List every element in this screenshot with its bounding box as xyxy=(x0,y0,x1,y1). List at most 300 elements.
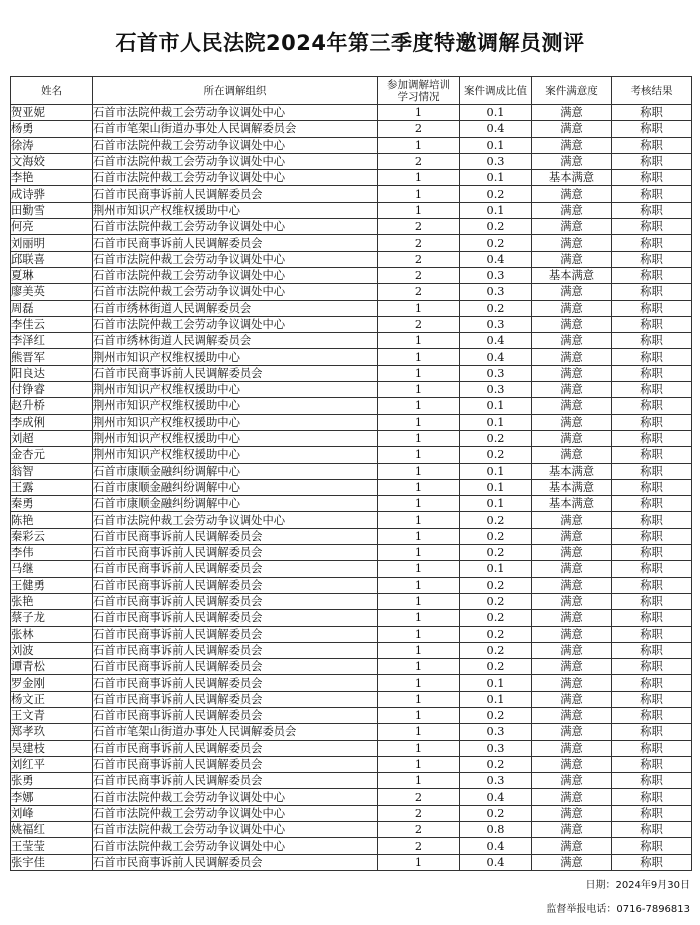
cell-training: 1 xyxy=(378,496,460,512)
cell-org: 石首市民商事诉前人民调解委员会 xyxy=(93,365,378,381)
cell-result: 称职 xyxy=(612,659,692,675)
cell-org: 石首市法院仲裁工会劳动争议调处中心 xyxy=(93,170,378,186)
cell-name: 李成俐 xyxy=(11,414,93,430)
cell-result: 称职 xyxy=(612,121,692,137)
cell-training: 1 xyxy=(378,675,460,691)
cell-name: 张林 xyxy=(11,626,93,642)
cell-result: 称职 xyxy=(612,822,692,838)
cell-result: 称职 xyxy=(612,854,692,870)
cell-name: 杨文正 xyxy=(11,691,93,707)
cell-satisfaction: 满意 xyxy=(532,447,612,463)
cell-result: 称职 xyxy=(612,707,692,723)
table-row xyxy=(11,333,692,349)
cell-training: 2 xyxy=(378,153,460,169)
cell-satisfaction: 满意 xyxy=(532,593,612,609)
cell-name: 何亮 xyxy=(11,219,93,235)
cell-satisfaction: 基本满意 xyxy=(532,463,612,479)
cell-satisfaction: 满意 xyxy=(532,398,612,414)
table-row xyxy=(11,512,692,528)
cell-training: 1 xyxy=(378,545,460,561)
cell-training: 1 xyxy=(378,300,460,316)
cell-training: 1 xyxy=(378,333,460,349)
cell-org: 石首市法院仲裁工会劳动争议调处中心 xyxy=(93,105,378,121)
cell-result: 称职 xyxy=(612,430,692,446)
cell-satisfaction: 满意 xyxy=(532,822,612,838)
cell-ratio: 0.1 xyxy=(460,496,532,512)
cell-name: 郑孝玖 xyxy=(11,724,93,740)
cell-result: 称职 xyxy=(612,577,692,593)
cell-org: 石首市法院仲裁工会劳动争议调处中心 xyxy=(93,805,378,821)
cell-training: 2 xyxy=(378,838,460,854)
cell-satisfaction: 满意 xyxy=(532,659,612,675)
cell-result: 称职 xyxy=(612,300,692,316)
cell-satisfaction: 满意 xyxy=(532,512,612,528)
cell-satisfaction: 满意 xyxy=(532,773,612,789)
table-row xyxy=(11,545,692,561)
table-row xyxy=(11,365,692,381)
cell-result: 称职 xyxy=(612,414,692,430)
cell-name: 周磊 xyxy=(11,300,93,316)
cell-training: 1 xyxy=(378,659,460,675)
cell-result: 称职 xyxy=(612,838,692,854)
cell-result: 称职 xyxy=(612,137,692,153)
cell-name: 罗金刚 xyxy=(11,675,93,691)
cell-satisfaction: 满意 xyxy=(532,707,612,723)
header-training-label: 参加调解培训学习情况 xyxy=(387,78,450,103)
cell-name: 李娜 xyxy=(11,789,93,805)
table-row xyxy=(11,740,692,756)
cell-name: 刘波 xyxy=(11,642,93,658)
cell-org: 石首市民商事诉前人民调解委员会 xyxy=(93,854,378,870)
cell-training: 1 xyxy=(378,854,460,870)
cell-ratio: 0.1 xyxy=(460,170,532,186)
table-row xyxy=(11,219,692,235)
cell-name: 蔡子龙 xyxy=(11,610,93,626)
cell-name: 王健勇 xyxy=(11,577,93,593)
cell-ratio: 0.3 xyxy=(460,153,532,169)
cell-satisfaction: 满意 xyxy=(532,219,612,235)
cell-ratio: 0.2 xyxy=(460,528,532,544)
cell-training: 1 xyxy=(378,186,460,202)
cell-result: 称职 xyxy=(612,675,692,691)
cell-satisfaction: 满意 xyxy=(532,414,612,430)
cell-training: 1 xyxy=(378,479,460,495)
cell-name: 李伟 xyxy=(11,545,93,561)
cell-result: 称职 xyxy=(612,251,692,267)
cell-name: 廖美英 xyxy=(11,284,93,300)
cell-result: 称职 xyxy=(612,267,692,283)
table-row xyxy=(11,398,692,414)
cell-training: 2 xyxy=(378,805,460,821)
cell-name: 成诗骅 xyxy=(11,186,93,202)
table-row xyxy=(11,577,692,593)
cell-name: 熊晋军 xyxy=(11,349,93,365)
cell-result: 称职 xyxy=(612,593,692,609)
cell-name: 刘红平 xyxy=(11,756,93,772)
cell-result: 称职 xyxy=(612,284,692,300)
cell-ratio: 0.2 xyxy=(460,186,532,202)
cell-org: 石首市民商事诉前人民调解委员会 xyxy=(93,675,378,691)
cell-result: 称职 xyxy=(612,789,692,805)
header-org: 所在调解组织 xyxy=(93,77,378,105)
cell-ratio: 0.2 xyxy=(460,219,532,235)
cell-satisfaction: 满意 xyxy=(532,349,612,365)
cell-result: 称职 xyxy=(612,316,692,332)
cell-training: 1 xyxy=(378,447,460,463)
cell-training: 1 xyxy=(378,740,460,756)
cell-name: 秦勇 xyxy=(11,496,93,512)
cell-satisfaction: 基本满意 xyxy=(532,267,612,283)
cell-ratio: 0.1 xyxy=(460,675,532,691)
cell-result: 称职 xyxy=(612,724,692,740)
table-header-row xyxy=(11,77,692,105)
cell-name: 付铮睿 xyxy=(11,382,93,398)
cell-satisfaction: 满意 xyxy=(532,105,612,121)
cell-org: 荆州市知识产权维权援助中心 xyxy=(93,382,378,398)
cell-ratio: 0.3 xyxy=(460,284,532,300)
cell-training: 1 xyxy=(378,756,460,772)
cell-result: 称职 xyxy=(612,691,692,707)
cell-result: 称职 xyxy=(612,153,692,169)
cell-satisfaction: 满意 xyxy=(532,333,612,349)
cell-ratio: 0.2 xyxy=(460,756,532,772)
cell-org: 石首市法院仲裁工会劳动争议调处中心 xyxy=(93,316,378,332)
cell-training: 1 xyxy=(378,105,460,121)
table-row xyxy=(11,561,692,577)
header-satisfaction: 案件满意度 xyxy=(532,77,612,105)
cell-org: 石首市民商事诉前人民调解委员会 xyxy=(93,773,378,789)
cell-result: 称职 xyxy=(612,512,692,528)
cell-satisfaction: 满意 xyxy=(532,137,612,153)
cell-result: 称职 xyxy=(612,447,692,463)
cell-org: 石首市法院仲裁工会劳动争议调处中心 xyxy=(93,512,378,528)
cell-satisfaction: 满意 xyxy=(532,724,612,740)
cell-training: 1 xyxy=(378,512,460,528)
cell-training: 1 xyxy=(378,137,460,153)
cell-ratio: 0.1 xyxy=(460,137,532,153)
cell-ratio: 0.1 xyxy=(460,691,532,707)
cell-result: 称职 xyxy=(612,365,692,381)
table-row xyxy=(11,170,692,186)
table-row xyxy=(11,235,692,251)
cell-ratio: 0.4 xyxy=(460,251,532,267)
cell-org: 石首市民商事诉前人民调解委员会 xyxy=(93,610,378,626)
cell-ratio: 0.4 xyxy=(460,349,532,365)
cell-ratio: 0.2 xyxy=(460,300,532,316)
cell-org: 石首市民商事诉前人民调解委员会 xyxy=(93,561,378,577)
cell-result: 称职 xyxy=(612,740,692,756)
cell-training: 2 xyxy=(378,316,460,332)
table-row xyxy=(11,251,692,267)
table-row xyxy=(11,284,692,300)
cell-satisfaction: 满意 xyxy=(532,691,612,707)
cell-ratio: 0.2 xyxy=(460,447,532,463)
cell-name: 姚福红 xyxy=(11,822,93,838)
cell-ratio: 0.2 xyxy=(460,512,532,528)
cell-org: 石首市民商事诉前人民调解委员会 xyxy=(93,577,378,593)
cell-result: 称职 xyxy=(612,186,692,202)
cell-satisfaction: 满意 xyxy=(532,430,612,446)
table-row xyxy=(11,137,692,153)
cell-result: 称职 xyxy=(612,545,692,561)
header-training xyxy=(378,77,460,105)
cell-name: 王文青 xyxy=(11,707,93,723)
table-row xyxy=(11,610,692,626)
cell-org: 石首市民商事诉前人民调解委员会 xyxy=(93,593,378,609)
cell-satisfaction: 满意 xyxy=(532,202,612,218)
cell-training: 1 xyxy=(378,414,460,430)
cell-result: 称职 xyxy=(612,561,692,577)
cell-ratio: 0.2 xyxy=(460,610,532,626)
table-row xyxy=(11,838,692,854)
cell-satisfaction: 满意 xyxy=(532,528,612,544)
cell-name: 张勇 xyxy=(11,773,93,789)
cell-org: 石首市民商事诉前人民调解委员会 xyxy=(93,186,378,202)
cell-org: 石首市法院仲裁工会劳动争议调处中心 xyxy=(93,838,378,854)
cell-org: 石首市民商事诉前人民调解委员会 xyxy=(93,545,378,561)
hotline: 监督举报电话：0716-7896813 xyxy=(546,904,690,915)
cell-satisfaction: 满意 xyxy=(532,284,612,300)
cell-result: 称职 xyxy=(612,105,692,121)
cell-training: 2 xyxy=(378,267,460,283)
cell-ratio: 0.2 xyxy=(460,805,532,821)
cell-name: 王露 xyxy=(11,479,93,495)
table-row xyxy=(11,659,692,675)
cell-training: 1 xyxy=(378,691,460,707)
cell-result: 称职 xyxy=(612,496,692,512)
table-row xyxy=(11,822,692,838)
table-body xyxy=(11,105,692,871)
cell-training: 1 xyxy=(378,561,460,577)
table-row xyxy=(11,316,692,332)
table-row xyxy=(11,691,692,707)
cell-org: 石首市民商事诉前人民调解委员会 xyxy=(93,659,378,675)
cell-org: 荆州市知识产权维权援助中心 xyxy=(93,398,378,414)
cell-result: 称职 xyxy=(612,756,692,772)
table-row xyxy=(11,528,692,544)
cell-ratio: 0.2 xyxy=(460,430,532,446)
cell-ratio: 0.1 xyxy=(460,202,532,218)
cell-ratio: 0.2 xyxy=(460,235,532,251)
cell-org: 石首市康顺金融纠纷调解中心 xyxy=(93,496,378,512)
cell-org: 荆州市知识产权维权援助中心 xyxy=(93,349,378,365)
cell-name: 文海姣 xyxy=(11,153,93,169)
cell-result: 称职 xyxy=(612,805,692,821)
cell-result: 称职 xyxy=(612,626,692,642)
cell-name: 夏琳 xyxy=(11,267,93,283)
cell-satisfaction: 满意 xyxy=(532,251,612,267)
table-row xyxy=(11,805,692,821)
table-row xyxy=(11,414,692,430)
cell-satisfaction: 满意 xyxy=(532,577,612,593)
cell-satisfaction: 满意 xyxy=(532,121,612,137)
cell-result: 称职 xyxy=(612,479,692,495)
cell-training: 1 xyxy=(378,365,460,381)
cell-training: 2 xyxy=(378,121,460,137)
report-date: 日期：2024年9月30日 xyxy=(585,880,690,891)
cell-ratio: 0.3 xyxy=(460,382,532,398)
cell-org: 石首市民商事诉前人民调解委员会 xyxy=(93,626,378,642)
table-row xyxy=(11,854,692,870)
cell-name: 张艳 xyxy=(11,593,93,609)
cell-name: 刘峰 xyxy=(11,805,93,821)
cell-training: 1 xyxy=(378,463,460,479)
cell-satisfaction: 满意 xyxy=(532,235,612,251)
cell-result: 称职 xyxy=(612,382,692,398)
cell-training: 1 xyxy=(378,577,460,593)
table-row xyxy=(11,642,692,658)
cell-name: 刘丽明 xyxy=(11,235,93,251)
cell-ratio: 0.1 xyxy=(460,561,532,577)
cell-org: 荆州市知识产权维权援助中心 xyxy=(93,447,378,463)
cell-result: 称职 xyxy=(612,610,692,626)
cell-ratio: 0.2 xyxy=(460,593,532,609)
cell-name: 贺亚妮 xyxy=(11,105,93,121)
cell-name: 徐涛 xyxy=(11,137,93,153)
table-row xyxy=(11,349,692,365)
cell-name: 李艳 xyxy=(11,170,93,186)
cell-org: 石首市民商事诉前人民调解委员会 xyxy=(93,691,378,707)
table-row xyxy=(11,479,692,495)
cell-result: 称职 xyxy=(612,528,692,544)
cell-name: 谭青松 xyxy=(11,659,93,675)
cell-satisfaction: 满意 xyxy=(532,186,612,202)
cell-training: 2 xyxy=(378,284,460,300)
cell-name: 马继 xyxy=(11,561,93,577)
cell-result: 称职 xyxy=(612,333,692,349)
cell-training: 1 xyxy=(378,430,460,446)
cell-org: 石首市笔架山街道办事处人民调解委员会 xyxy=(93,724,378,740)
table-row xyxy=(11,593,692,609)
table-row xyxy=(11,463,692,479)
cell-ratio: 0.3 xyxy=(460,316,532,332)
cell-ratio: 0.1 xyxy=(460,414,532,430)
cell-ratio: 0.3 xyxy=(460,365,532,381)
cell-ratio: 0.1 xyxy=(460,105,532,121)
cell-ratio: 0.4 xyxy=(460,854,532,870)
cell-satisfaction: 满意 xyxy=(532,626,612,642)
cell-org: 石首市法院仲裁工会劳动争议调处中心 xyxy=(93,137,378,153)
cell-ratio: 0.8 xyxy=(460,822,532,838)
cell-ratio: 0.3 xyxy=(460,724,532,740)
cell-org: 石首市绣林街道人民调解委员会 xyxy=(93,333,378,349)
cell-result: 称职 xyxy=(612,398,692,414)
table-row xyxy=(11,186,692,202)
table-row xyxy=(11,756,692,772)
table-row xyxy=(11,496,692,512)
cell-result: 称职 xyxy=(612,219,692,235)
cell-ratio: 0.2 xyxy=(460,577,532,593)
cell-ratio: 0.4 xyxy=(460,121,532,137)
cell-name: 杨勇 xyxy=(11,121,93,137)
table-row xyxy=(11,773,692,789)
cell-satisfaction: 满意 xyxy=(532,740,612,756)
cell-training: 2 xyxy=(378,251,460,267)
cell-satisfaction: 满意 xyxy=(532,756,612,772)
cell-training: 1 xyxy=(378,398,460,414)
cell-org: 石首市民商事诉前人民调解委员会 xyxy=(93,707,378,723)
cell-name: 金杏元 xyxy=(11,447,93,463)
cell-satisfaction: 基本满意 xyxy=(532,170,612,186)
cell-name: 赵升桥 xyxy=(11,398,93,414)
cell-name: 李佳云 xyxy=(11,316,93,332)
cell-satisfaction: 满意 xyxy=(532,838,612,854)
cell-training: 1 xyxy=(378,382,460,398)
cell-name: 阳良达 xyxy=(11,365,93,381)
table-row xyxy=(11,382,692,398)
cell-ratio: 0.4 xyxy=(460,838,532,854)
cell-training: 2 xyxy=(378,789,460,805)
cell-name: 陈艳 xyxy=(11,512,93,528)
table-row xyxy=(11,789,692,805)
cell-satisfaction: 满意 xyxy=(532,545,612,561)
cell-ratio: 0.2 xyxy=(460,659,532,675)
cell-training: 1 xyxy=(378,642,460,658)
cell-org: 荆州市知识产权维权援助中心 xyxy=(93,202,378,218)
cell-training: 1 xyxy=(378,202,460,218)
cell-org: 石首市绣林街道人民调解委员会 xyxy=(93,300,378,316)
cell-ratio: 0.4 xyxy=(460,333,532,349)
table-row xyxy=(11,105,692,121)
cell-ratio: 0.2 xyxy=(460,707,532,723)
cell-ratio: 0.1 xyxy=(460,463,532,479)
cell-satisfaction: 满意 xyxy=(532,805,612,821)
cell-ratio: 0.2 xyxy=(460,545,532,561)
cell-name: 刘超 xyxy=(11,430,93,446)
cell-satisfaction: 满意 xyxy=(532,789,612,805)
cell-org: 石首市笔架山街道办事处人民调解委员会 xyxy=(93,121,378,137)
evaluation-table xyxy=(10,76,692,871)
cell-ratio: 0.3 xyxy=(460,740,532,756)
cell-org: 石首市法院仲裁工会劳动争议调处中心 xyxy=(93,789,378,805)
cell-satisfaction: 满意 xyxy=(532,642,612,658)
cell-ratio: 0.1 xyxy=(460,479,532,495)
cell-org: 石首市民商事诉前人民调解委员会 xyxy=(93,235,378,251)
cell-name: 秦彩云 xyxy=(11,528,93,544)
cell-satisfaction: 满意 xyxy=(532,365,612,381)
cell-satisfaction: 满意 xyxy=(532,854,612,870)
table-row xyxy=(11,447,692,463)
cell-training: 1 xyxy=(378,349,460,365)
cell-result: 称职 xyxy=(612,170,692,186)
header-result: 考核结果 xyxy=(612,77,692,105)
cell-training: 2 xyxy=(378,219,460,235)
cell-org: 石首市民商事诉前人民调解委员会 xyxy=(93,528,378,544)
cell-result: 称职 xyxy=(612,463,692,479)
table-row xyxy=(11,707,692,723)
cell-training: 1 xyxy=(378,610,460,626)
table-row xyxy=(11,675,692,691)
header-ratio: 案件调成比值 xyxy=(460,77,532,105)
cell-training: 1 xyxy=(378,626,460,642)
cell-org: 石首市法院仲裁工会劳动争议调处中心 xyxy=(93,251,378,267)
table-row xyxy=(11,267,692,283)
cell-org: 荆州市知识产权维权援助中心 xyxy=(93,414,378,430)
cell-name: 邱联喜 xyxy=(11,251,93,267)
table-row xyxy=(11,202,692,218)
table-row xyxy=(11,121,692,137)
cell-satisfaction: 基本满意 xyxy=(532,496,612,512)
page-title: 石首市人民法院2024年第三季度特邀调解员测评 xyxy=(115,31,585,55)
cell-training: 1 xyxy=(378,773,460,789)
cell-ratio: 0.2 xyxy=(460,642,532,658)
cell-org: 石首市民商事诉前人民调解委员会 xyxy=(93,642,378,658)
cell-result: 称职 xyxy=(612,349,692,365)
cell-satisfaction: 满意 xyxy=(532,675,612,691)
cell-org: 石首市法院仲裁工会劳动争议调处中心 xyxy=(93,822,378,838)
cell-name: 吴建枝 xyxy=(11,740,93,756)
cell-satisfaction: 基本满意 xyxy=(532,479,612,495)
